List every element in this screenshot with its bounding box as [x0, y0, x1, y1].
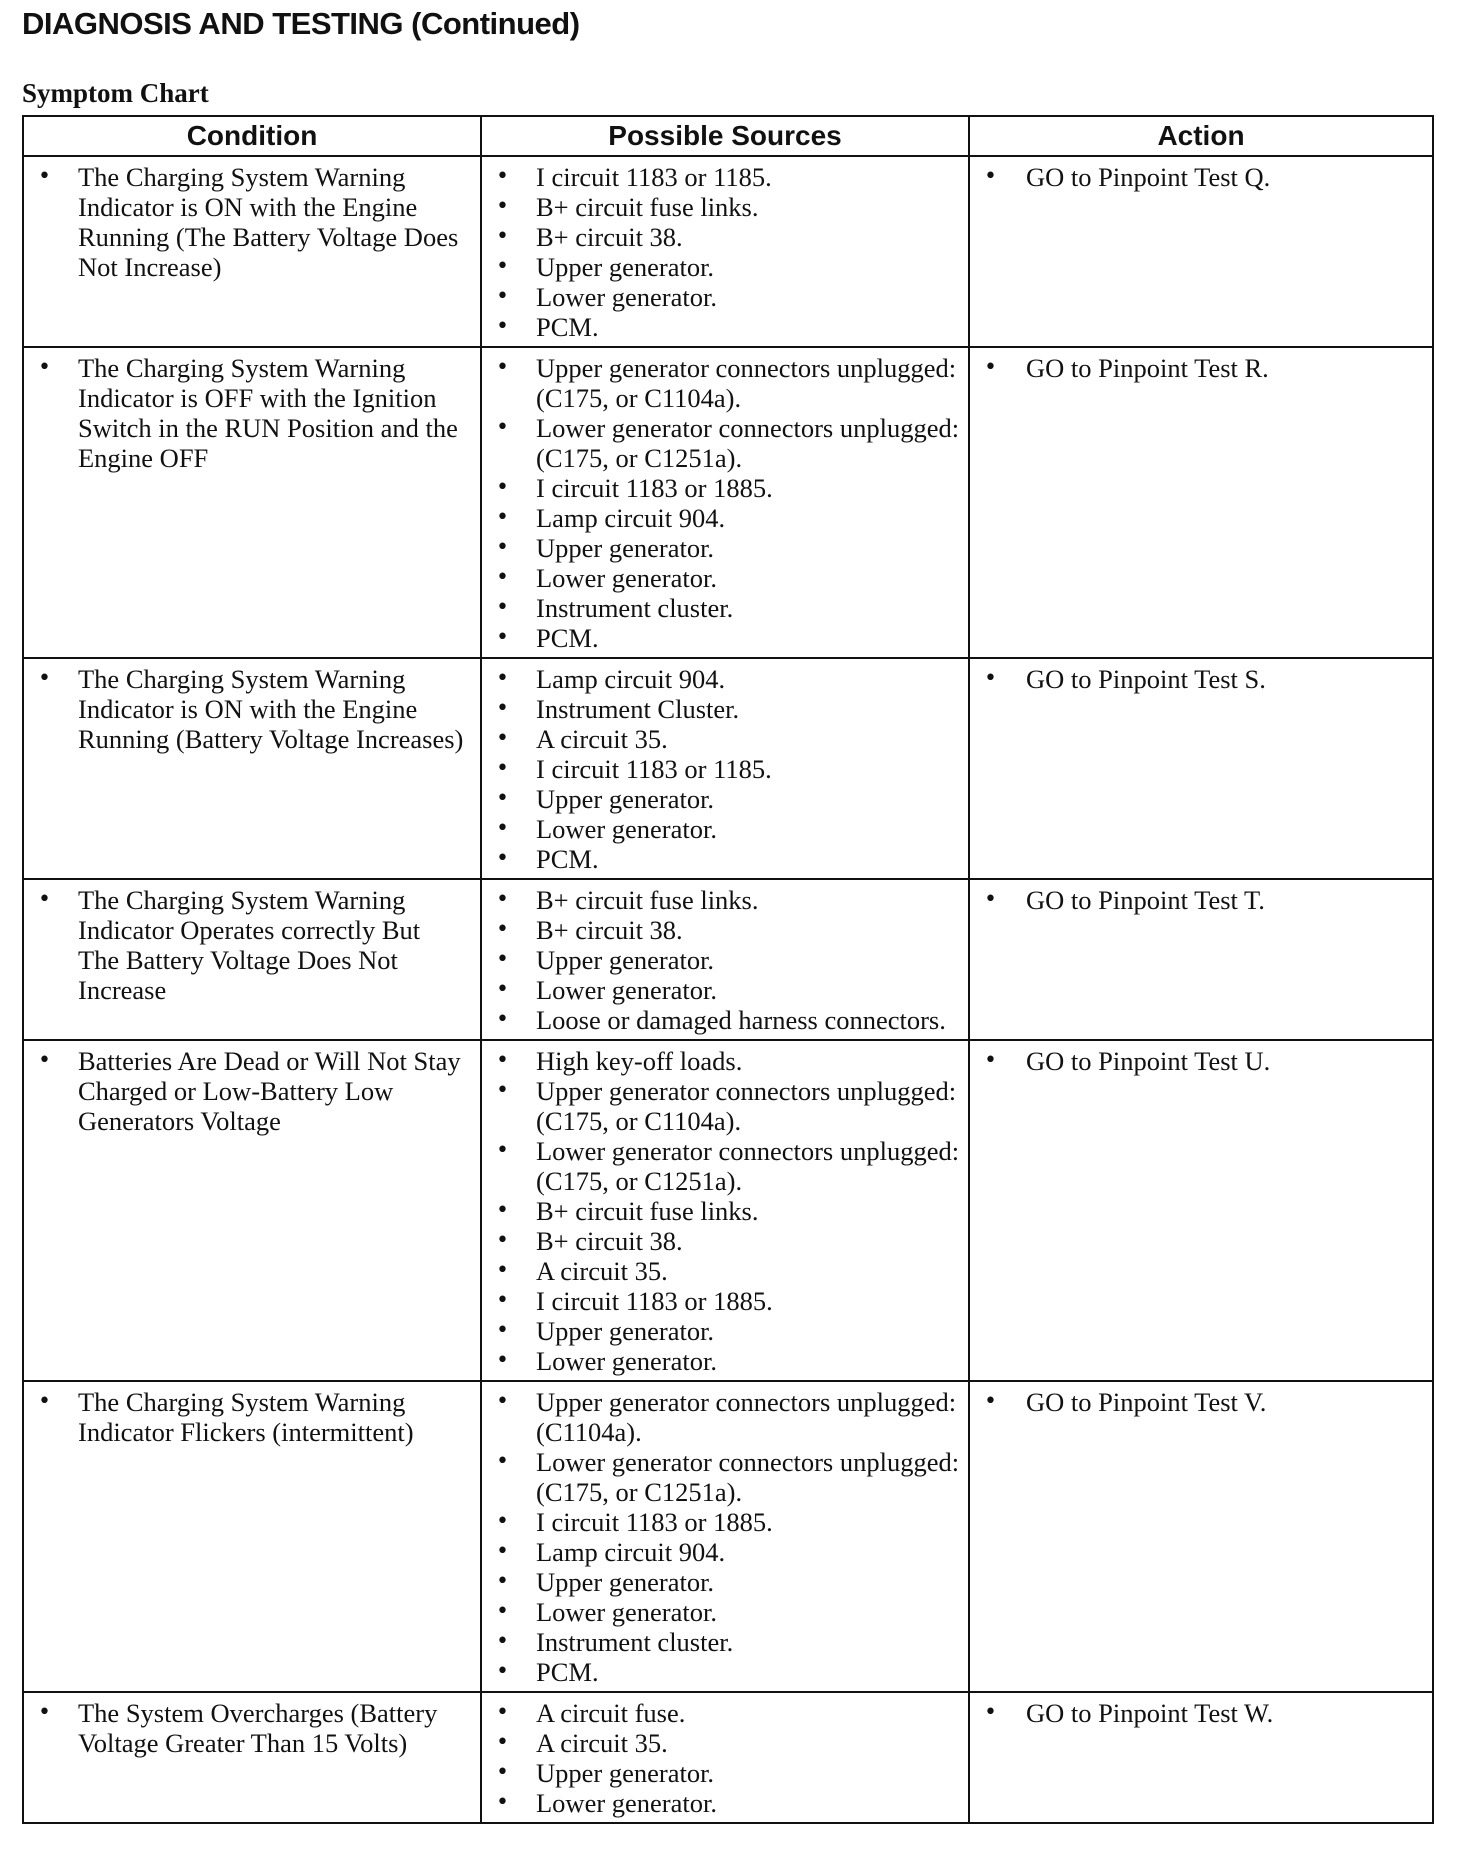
- condition-cell: [23, 1040, 481, 1381]
- possible-source-item: • Upper generator.: [490, 533, 960, 563]
- possible-sources-cell: [481, 347, 969, 658]
- possible-source-item: • Instrument cluster.: [490, 1627, 960, 1657]
- possible-source-item: • I circuit 1183 or 1185.: [490, 162, 960, 192]
- possible-source-item: • Upper generator.: [490, 252, 960, 282]
- condition-text: • The Charging System Warning Indicator Flickers (intermittent): [32, 1387, 472, 1447]
- possible-source-item: • Lamp circuit 904.: [490, 1537, 960, 1567]
- possible-source-item: • Instrument Cluster.: [490, 694, 960, 724]
- action-text: • GO to Pinpoint Test W.: [978, 1698, 1424, 1728]
- possible-sources-list: [490, 162, 960, 342]
- action-text: • GO to Pinpoint Test U.: [978, 1046, 1424, 1076]
- possible-source-item: • Lamp circuit 904.: [490, 503, 960, 533]
- possible-source-item: • Upper generator.: [490, 945, 960, 975]
- possible-source-item: • Lower generator.: [490, 1597, 960, 1627]
- possible-source-item: • A circuit 35.: [490, 1256, 960, 1286]
- possible-source-item: • Loose or damaged harness connectors.: [490, 1005, 960, 1035]
- possible-sources-cell: [481, 1692, 969, 1823]
- possible-source-item: • PCM.: [490, 1657, 960, 1687]
- possible-source-item: • A circuit fuse.: [490, 1698, 960, 1728]
- condition-cell: [23, 1692, 481, 1823]
- possible-source-item: • Upper generator connectors unplugged: (C175, or C1104a).: [490, 353, 960, 413]
- condition-text: • The Charging System Warning Indicator is ON with the Engine Running (The Battery Voltage Does Not Increase): [32, 162, 472, 282]
- possible-source-item: • Lower generator.: [490, 282, 960, 312]
- table-row: [23, 658, 1433, 879]
- possible-source-item: • A circuit 35.: [490, 1728, 960, 1758]
- possible-sources-cell: [481, 658, 969, 879]
- table-row: [23, 1381, 1433, 1692]
- action-text: • GO to Pinpoint Test S.: [978, 664, 1424, 694]
- possible-source-item: • Lower generator.: [490, 814, 960, 844]
- possible-source-item: • Lower generator.: [490, 1346, 960, 1376]
- possible-source-item: • Instrument cluster.: [490, 593, 960, 623]
- section-title: Symptom Chart: [22, 78, 209, 108]
- table-row: [23, 347, 1433, 658]
- possible-sources-list: [490, 664, 960, 874]
- possible-source-item: • B+ circuit fuse links.: [490, 885, 960, 915]
- possible-source-item: • Lamp circuit 904.: [490, 664, 960, 694]
- possible-sources-list: [490, 353, 960, 653]
- table-row: [23, 1040, 1433, 1381]
- possible-source-item: • B+ circuit fuse links.: [490, 192, 960, 222]
- action-text: • GO to Pinpoint Test V.: [978, 1387, 1424, 1417]
- action-cell: [969, 658, 1433, 879]
- possible-sources-cell: [481, 1381, 969, 1692]
- action-text: • GO to Pinpoint Test T.: [978, 885, 1424, 915]
- possible-sources-list: [490, 1046, 960, 1376]
- possible-source-item: • Lower generator connectors unplugged: (C175, or C1251a).: [490, 1447, 960, 1507]
- possible-source-item: • Upper generator.: [490, 784, 960, 814]
- table-row: [23, 879, 1433, 1040]
- possible-sources-list: [490, 1698, 960, 1818]
- action-cell: [969, 1040, 1433, 1381]
- possible-sources-cell: [481, 1040, 969, 1381]
- possible-source-item: • PCM.: [490, 623, 960, 653]
- action-cell: [969, 156, 1433, 347]
- possible-source-item: • I circuit 1183 or 1885.: [490, 1507, 960, 1537]
- possible-sources-list: [490, 885, 960, 1035]
- possible-source-item: • Lower generator.: [490, 563, 960, 593]
- action-cell: [969, 1692, 1433, 1823]
- condition-cell: [23, 156, 481, 347]
- condition-cell: [23, 879, 481, 1040]
- possible-source-item: • PCM.: [490, 844, 960, 874]
- table-row: [23, 156, 1433, 347]
- possible-source-item: • Upper generator.: [490, 1567, 960, 1597]
- condition-text: • Batteries Are Dead or Will Not Stay Charged or Low-Battery Low Generators Voltage: [32, 1046, 472, 1136]
- condition-cell: [23, 347, 481, 658]
- possible-sources-cell: [481, 156, 969, 347]
- possible-source-item: • A circuit 35.: [490, 724, 960, 754]
- condition-cell: [23, 658, 481, 879]
- possible-source-item: • B+ circuit 38.: [490, 915, 960, 945]
- possible-source-item: • Lower generator connectors unplugged: (C175, or C1251a).: [490, 1136, 960, 1196]
- possible-source-item: • I circuit 1183 or 1885.: [490, 1286, 960, 1316]
- action-text: • GO to Pinpoint Test Q.: [978, 162, 1424, 192]
- page-heading: DIAGNOSIS AND TESTING (Continued): [22, 6, 580, 41]
- table-header-row: [23, 116, 1433, 156]
- possible-source-item: • Upper generator.: [490, 1316, 960, 1346]
- possible-source-item: • Lower generator.: [490, 1788, 960, 1818]
- action-cell: [969, 347, 1433, 658]
- possible-source-item: • High key-off loads.: [490, 1046, 960, 1076]
- symptom-chart-table: [22, 115, 1434, 1824]
- condition-text: • The Charging System Warning Indicator is OFF with the Ignition Switch in the RUN Position and the Engine OFF: [32, 353, 472, 473]
- possible-source-item: • Lower generator.: [490, 975, 960, 1005]
- possible-source-item: • B+ circuit 38.: [490, 222, 960, 252]
- possible-source-item: • Lower generator connectors unplugged: (C175, or C1251a).: [490, 413, 960, 473]
- possible-source-item: • B+ circuit 38.: [490, 1226, 960, 1256]
- column-header-action: Action: [969, 116, 1433, 156]
- action-cell: [969, 879, 1433, 1040]
- possible-source-item: • PCM.: [490, 312, 960, 342]
- action-cell: [969, 1381, 1433, 1692]
- table-body: [23, 156, 1433, 1823]
- possible-sources-list: [490, 1387, 960, 1687]
- column-header-condition: Condition: [23, 116, 481, 156]
- possible-source-item: • Upper generator connectors unplugged: (C1104a).: [490, 1387, 960, 1447]
- condition-text: • The Charging System Warning Indicator Operates correctly But The Battery Voltage Does Not Increase: [32, 885, 472, 1005]
- condition-text: • The System Overcharges (Battery Voltage Greater Than 15 Volts): [32, 1698, 472, 1758]
- column-header-possible-sources: Possible Sources: [481, 116, 969, 156]
- possible-source-item: • I circuit 1183 or 1185.: [490, 754, 960, 784]
- condition-cell: [23, 1381, 481, 1692]
- action-text: • GO to Pinpoint Test R.: [978, 353, 1424, 383]
- possible-source-item: • Upper generator.: [490, 1758, 960, 1788]
- possible-sources-cell: [481, 879, 969, 1040]
- possible-source-item: • I circuit 1183 or 1885.: [490, 473, 960, 503]
- possible-source-item: • B+ circuit fuse links.: [490, 1196, 960, 1226]
- condition-text: • The Charging System Warning Indicator is ON with the Engine Running (Battery Voltage Increases): [32, 664, 472, 754]
- possible-source-item: • Upper generator connectors unplugged: (C175, or C1104a).: [490, 1076, 960, 1136]
- table-row: [23, 1692, 1433, 1823]
